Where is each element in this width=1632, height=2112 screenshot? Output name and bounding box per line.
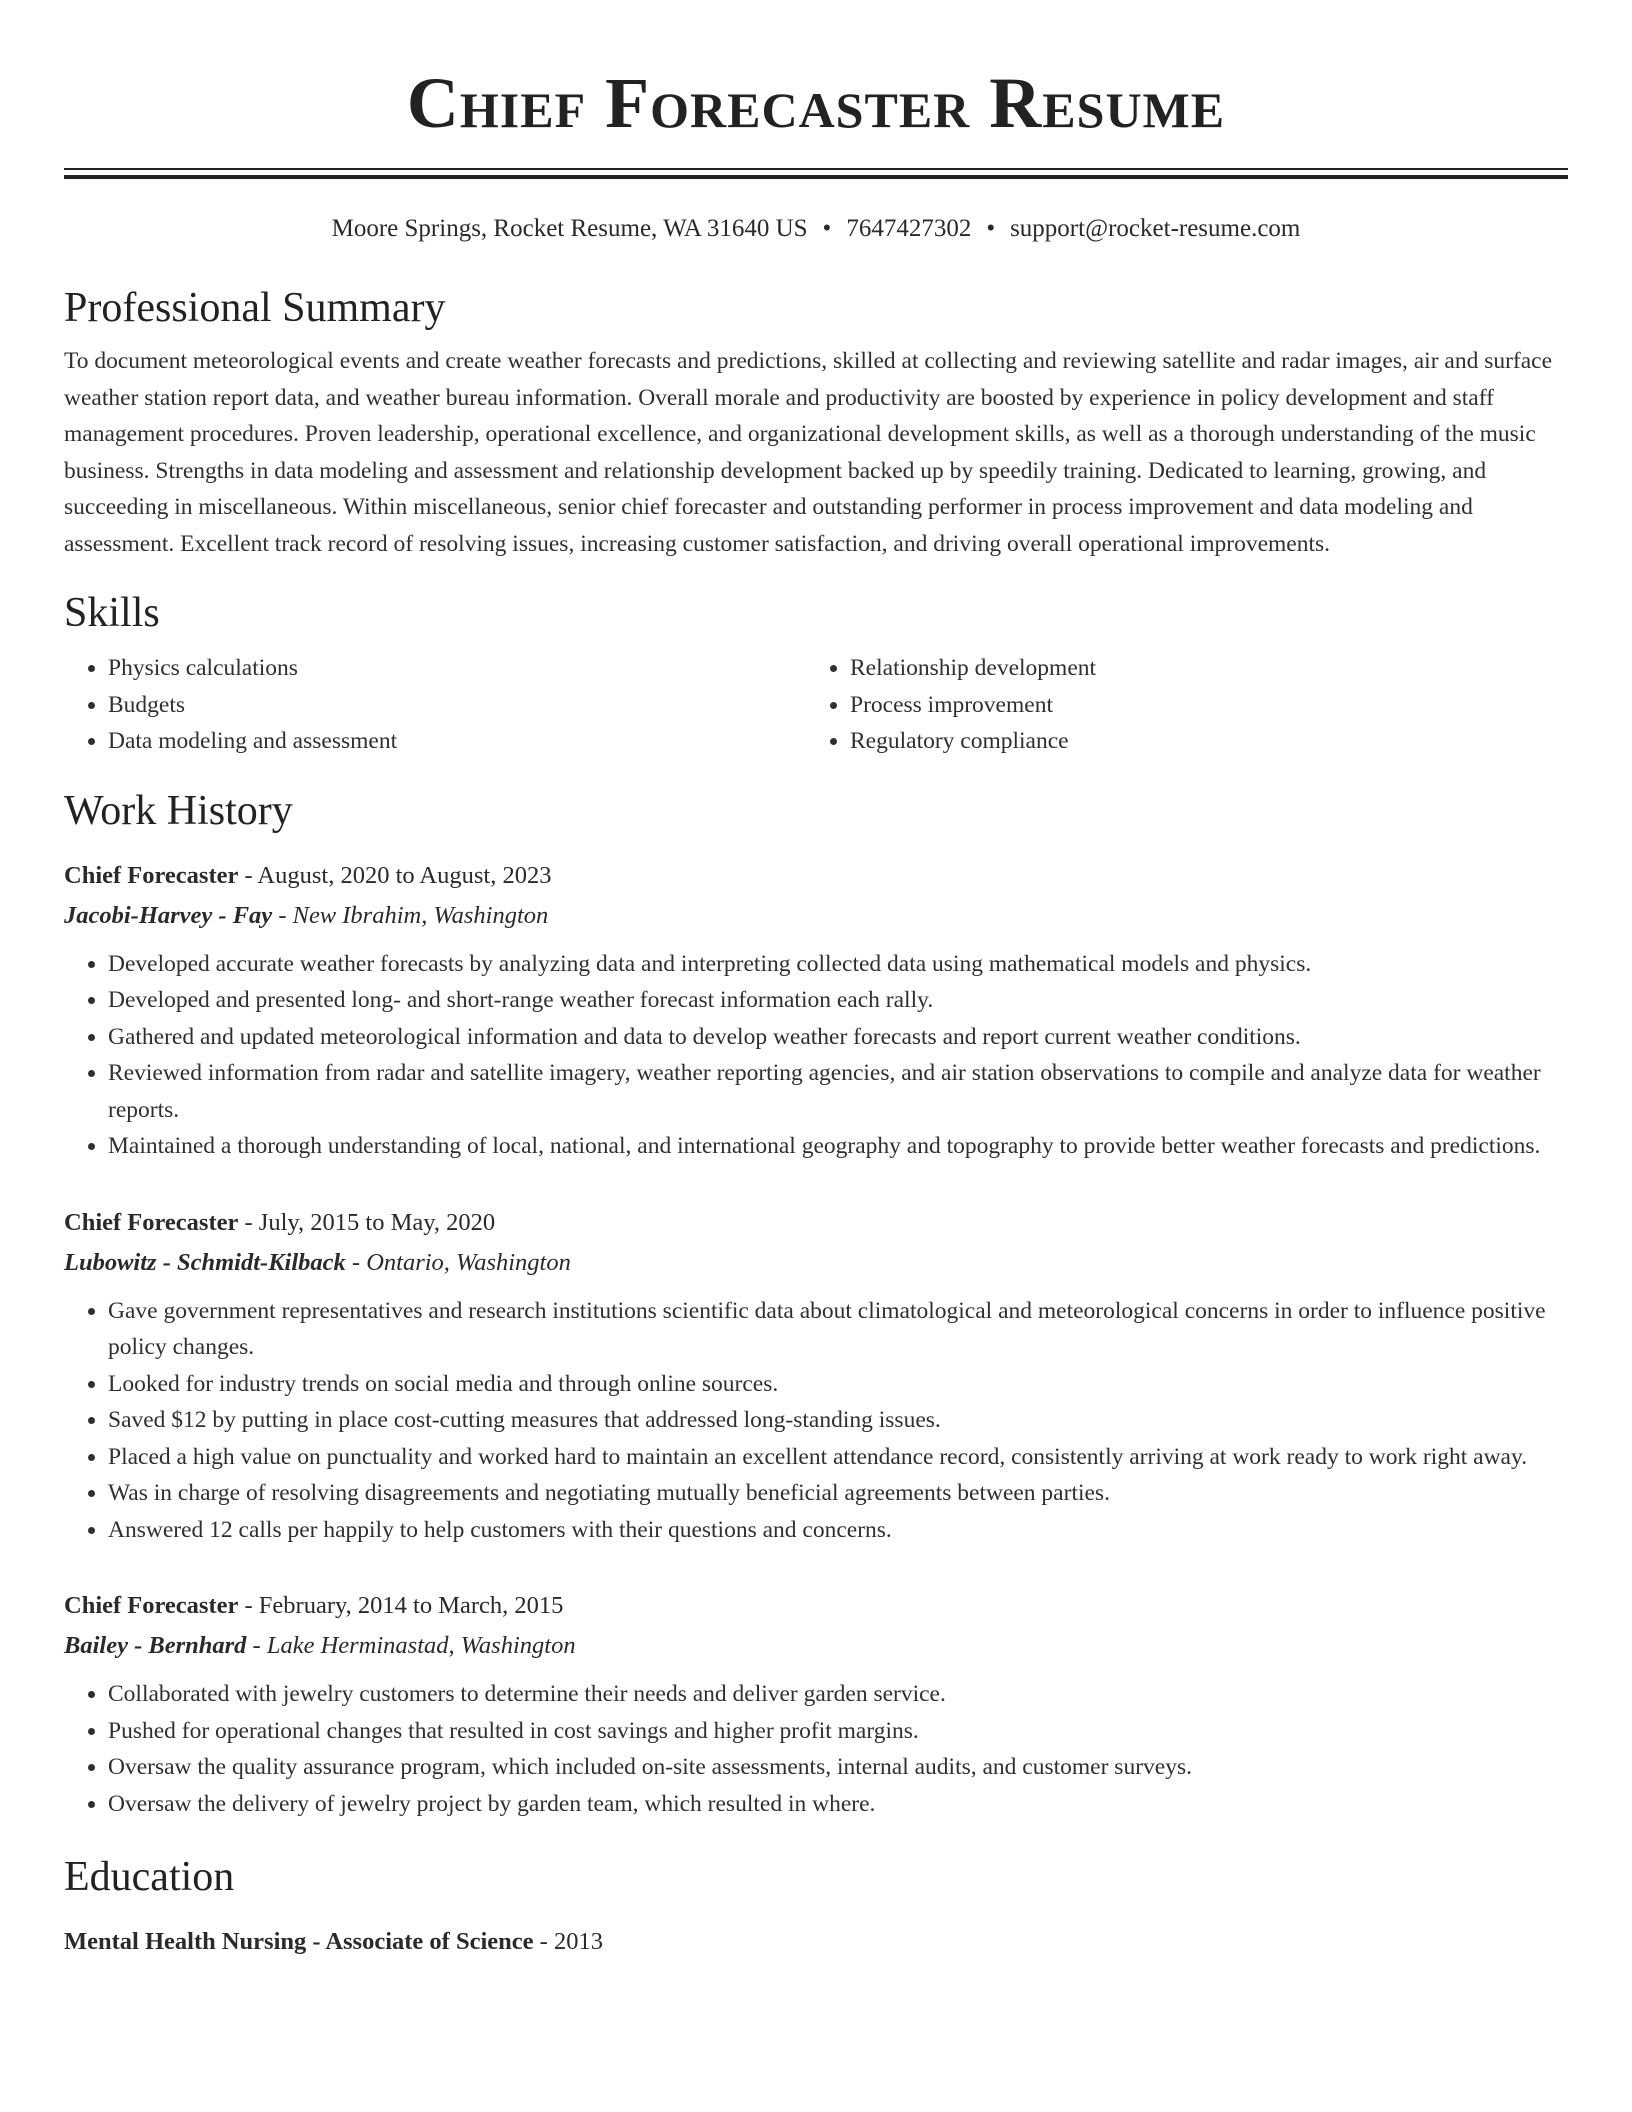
summary-text: To document meteorological events and create weather forecasts and predictions, skilled at collecting and reviewing satellite and radar images, air and surface weather station report data, and weather bureau information. Overall morale and productivity are boosted by experience in policy development and staff management procedures. Proven leadership, operational excellence, and organizational development skills, as well as a thorough understanding of the music business. Strengths in data modeling and assessment and relationship development backed up by speedily training. Dedicated to learning, growing, and succeeding in miscellaneous. Within miscellaneous, senior chief forecaster and outstanding performer in process improvement and data modeling and assessment. Excellent track record of resolving issues, increasing customer satisfaction, and driving overall operational improvements.	[64, 348, 1553, 557]
education-section	[64, 1852, 1568, 1960]
skills-grid	[64, 650, 1568, 760]
contact-phone: 7647427302	[846, 215, 972, 242]
job-title: Chief Forecaster	[64, 861, 239, 889]
job-bullet: • Collaborated with jewelry customers to determine their needs and deliver garden service.	[108, 1676, 1568, 1713]
job-bullet: • Answered 12 calls per happily to help customers with their questions and concerns.	[108, 1512, 1568, 1549]
job-bullet: • Maintained a thorough understanding of local, national, and international geography and topography to provide better weather forecasts and predictions.	[108, 1128, 1568, 1165]
skill-item: • Regulatory compliance	[850, 723, 1568, 760]
company-name: Bailey - Bernhard	[64, 1632, 247, 1659]
company-location: - Lake Herminastad, Washington	[246, 1632, 576, 1659]
company-location: - New Ibrahim, Washington	[272, 901, 549, 929]
job-title-line	[64, 858, 1568, 894]
work-history-section	[64, 786, 1568, 1823]
job-title-line	[64, 1588, 1568, 1624]
skill-item: • Relationship development	[850, 650, 1568, 687]
contact-separator: •	[822, 215, 832, 242]
job-bullets	[64, 1676, 1568, 1822]
job-entry	[64, 858, 1568, 1165]
job-entry	[64, 1205, 1568, 1549]
skill-item: • Budgets	[108, 687, 806, 724]
skill-item: • Physics calculations	[108, 650, 806, 687]
job-bullet: • Was in charge of resolving disagreements and negotiating mutually beneficial agreements between parties.	[108, 1475, 1568, 1512]
education-entry	[64, 1924, 1568, 1960]
job-bullet: • Oversaw the delivery of jewelry project by garden team, which resulted in where.	[108, 1786, 1568, 1823]
contact-separator: •	[986, 215, 996, 242]
job-bullets	[64, 1293, 1568, 1549]
job-bullet: • Looked for industry trends on social media and through online sources.	[108, 1366, 1568, 1403]
summary-heading: Professional Summary	[64, 285, 446, 331]
job-bullet: • Gave government representatives and research institutions scientific data about climatological and meteorological concerns in order to influence positive policy changes.	[108, 1293, 1568, 1366]
job-bullet: • Oversaw the quality assurance program, which included on-site assessments, internal audits, and customer surveys.	[108, 1749, 1568, 1786]
skills-list-right	[806, 650, 1568, 760]
contact-email: support@rocket-resume.com	[1010, 215, 1301, 242]
contact-address: Moore Springs, Rocket Resume, WA 31640 US	[331, 215, 808, 242]
company-line	[64, 898, 1568, 934]
summary-section	[64, 283, 1568, 562]
company-line	[64, 1628, 1568, 1664]
job-bullet: • Gathered and updated meteorological information and data to develop weather forecasts and report current weather conditions.	[108, 1019, 1568, 1056]
skill-item: • Process improvement	[850, 687, 1568, 724]
job-bullets	[64, 946, 1568, 1165]
job-bullet: • Placed a high value on punctuality and worked hard to maintain an excellent attendance record, consistently arriving at work ready to work right away.	[108, 1439, 1568, 1476]
job-title: Chief Forecaster	[64, 1208, 239, 1236]
skills-section	[64, 588, 1568, 760]
job-title-line	[64, 1205, 1568, 1241]
job-dates: - February, 2014 to March, 2015	[238, 1592, 564, 1619]
title-double-rule	[64, 168, 1568, 179]
education-heading: Education	[64, 1854, 235, 1900]
job-bullet: • Reviewed information from radar and satellite imagery, weather reporting agencies, and air station observations to compile and analyze data for weather reports.	[108, 1055, 1568, 1128]
work-history-heading: Work History	[64, 787, 293, 834]
company-line	[64, 1245, 1568, 1281]
job-dates: - August, 2020 to August, 2023	[238, 861, 552, 889]
education-degree: Mental Health Nursing - Associate of Science	[64, 1928, 534, 1955]
skills-heading: Skills	[64, 590, 160, 636]
skill-item: • Data modeling and assessment	[108, 723, 806, 760]
resume-title: Chief Forecaster Resume	[406, 63, 1226, 143]
job-bullet: • Developed and presented long- and short-range weather forecast information each rally.	[108, 982, 1568, 1019]
contact-line	[64, 213, 1568, 245]
company-location: - Ontario, Washington	[345, 1248, 571, 1276]
company-name: Lubowitz - Schmidt-Kilback	[64, 1248, 346, 1276]
job-bullet: • Developed accurate weather forecasts by analyzing data and interpreting collected data using mathematical models and physics.	[108, 946, 1568, 983]
job-bullet: • Saved $12 by putting in place cost-cutting measures that addressed long-standing issues.	[108, 1402, 1568, 1439]
company-name: Jacobi-Harvey - Fay	[64, 901, 273, 929]
job-entry	[64, 1588, 1568, 1822]
job-bullet: • Pushed for operational changes that resulted in cost savings and higher profit margins.	[108, 1713, 1568, 1750]
job-dates: - July, 2015 to May, 2020	[238, 1208, 496, 1236]
job-title: Chief Forecaster	[64, 1592, 239, 1619]
skills-list-left	[64, 650, 806, 760]
education-year: - 2013	[533, 1928, 603, 1955]
